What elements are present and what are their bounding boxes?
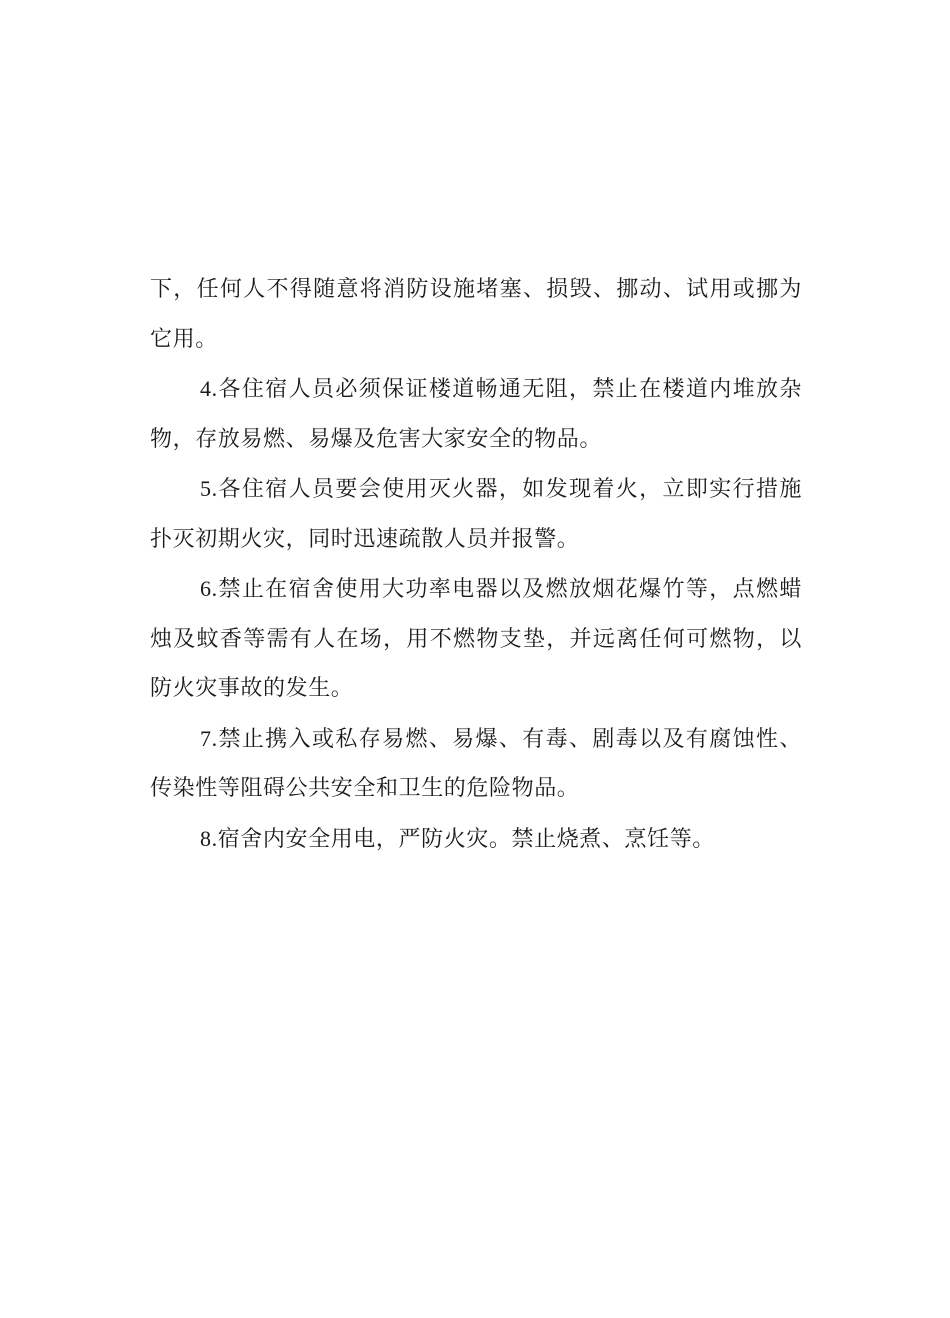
item-number: 6. bbox=[200, 576, 218, 601]
paragraph-item-7 bbox=[150, 714, 802, 814]
paragraph-text: 禁止携入或私存易燃、易爆、有毒、剧毒以及有腐蚀性、传染性等阻碍公共安全和卫生的危险物品。 bbox=[150, 726, 802, 801]
paragraph-item-8 bbox=[150, 814, 802, 865]
paragraph-text: 宿舍内安全用电，严防火灾。禁止烧煮、烹饪等。 bbox=[217, 826, 715, 852]
paragraph-text: 各住宿人员要会使用灭火器，如发现着火，立即实行措施扑灭初期火灾，同时迅速疏散人员并报警。 bbox=[150, 477, 802, 552]
paragraph-text: 禁止在宿舍使用大功率电器以及燃放烟花爆竹等，点燃蜡烛及蚊香等需有人在场，用不燃物支垫，并远离任何可燃物，以防火灾事故的发生。 bbox=[150, 577, 802, 701]
item-number: 8. bbox=[200, 825, 218, 851]
item-number: 4. bbox=[200, 376, 218, 401]
paragraph-item-6 bbox=[150, 564, 802, 714]
item-number: 7. bbox=[200, 725, 218, 751]
item-number: 5. bbox=[200, 476, 218, 501]
paragraph-text: 各住宿人员必须保证楼道畅通无阻，禁止在楼道内堆放杂物，存放易燃、易爆及危害大家安全的物品。 bbox=[150, 377, 802, 452]
document-body bbox=[150, 265, 802, 864]
paragraph-item-4 bbox=[150, 364, 802, 464]
paragraph-continuation bbox=[150, 265, 802, 364]
paragraph-text: 下，任何人不得随意将消防设施堵塞、损毁、挪动、试用或挪为它用。 bbox=[150, 277, 802, 352]
paragraph-item-5 bbox=[150, 464, 802, 564]
